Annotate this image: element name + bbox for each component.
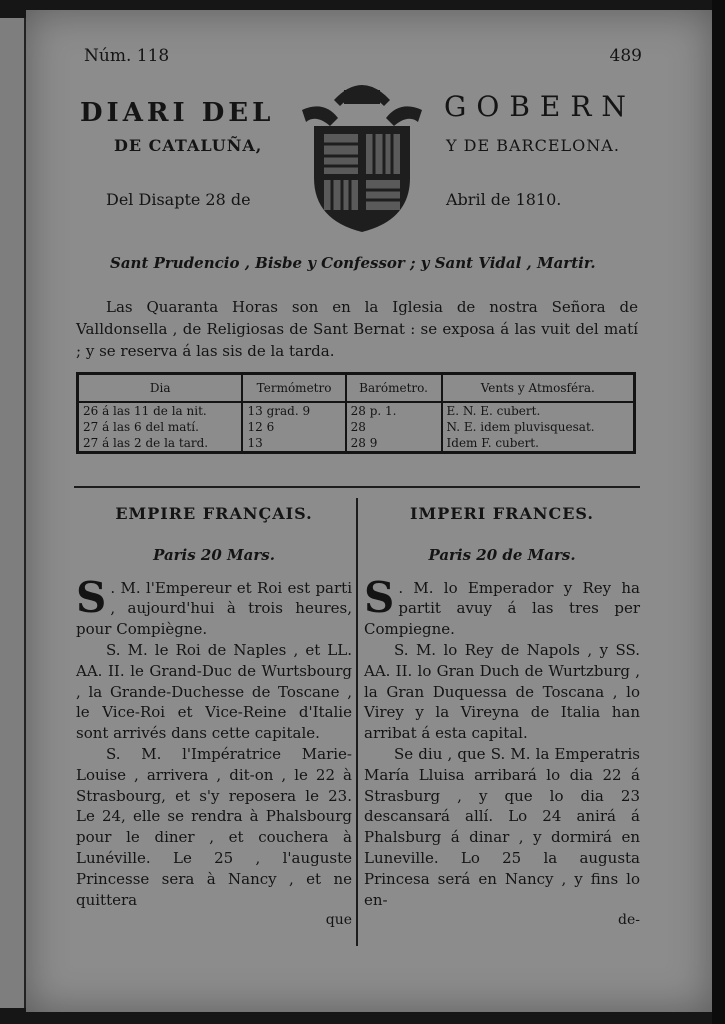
cell-day: 27 á las 2 de la tard. [83,436,209,450]
catalan-paragraph: S . M. lo Emperador y Rey ha partit avuy á las tres per Compiegne. [364,572,640,639]
drop-cap: S [76,572,107,622]
header-winds: Vents y Atmosféra. [442,374,635,403]
saints-of-the-day: Sant Prudencio , Bisbe y Confessor ; y Sant Vidal , Martir. [110,254,596,272]
catalan-heading: IMPERI FRANCES. [410,504,594,523]
french-paragraph: S. M. l'Impératrice Marie-Louise , arrivera , dit-on , le 22 à Strasbourg, et s'y reposera le 23. Le 24, elle se rendra à Phalsbourg pour le diner , et couchera à Lunéville. Le 25 , l'auguste Princesse sera à Nancy , et ne quittera [76,744,352,909]
french-dateline: Paris 20 Mars. [153,545,275,564]
catchword: de- [618,912,640,929]
french-paragraph: S. M. le Roi de Naples , et LL. AA. II. le Grand-Duc de Wurtsbourg , la Grande-Duchesse de Toscane , le Vice-Roi et Vice-Reine d'Italie sont arrivés dans cette capitale. [76,640,352,743]
issue-date-right: Abril de 1810. [446,190,562,209]
cell-day: 26 á las 11 de la nit. [83,404,207,418]
cell-day: 27 á las 6 del matí. [83,420,199,434]
facing-page-edge [0,18,26,1008]
page-number: 489 [609,46,642,66]
drop-cap: S [364,572,395,622]
cell-thermometer: 13 [242,435,345,453]
catchword: que [325,912,352,929]
issue-date-left: Del Disapte 28 de [106,190,251,209]
table-row [78,402,635,419]
french-paragraph: S . M. l'Empereur et Roi est parti , aujourd'hui à trois heures, pour Compiègne. [76,572,352,639]
issue-number: Núm. 118 [84,46,170,66]
masthead-title-left: DIARI DEL [80,98,275,128]
cell-barometer: 28 9 [346,435,442,453]
catalan-dateline: Paris 20 de Mars. [428,545,576,564]
header-thermometer: Termómetro [242,374,345,403]
cell-barometer: 28 [346,419,442,435]
masthead-subtitle-left: DE CATALUÑA, [114,136,263,155]
catalan-paragraph: Se diu , que S. M. la Emperatris María Lluisa arribará lo dia 22 á Strasburg , y que lo dia 23 descansará allí. Lo 24 anirá á Phalsburg á dinar , y dormirá en Luneville. Lo 25 la augusta Princesa será en Nancy , y fins lo en- [364,744,640,909]
coat-of-arms-icon [294,70,430,236]
cell-winds: E. N. E. cubert. [442,402,635,419]
table-row [78,435,635,453]
cell-winds: Idem F. cubert. [442,435,635,453]
french-column [76,504,352,931]
french-heading: EMPIRE FRANÇAIS. [115,504,313,523]
forty-hours-notice: Las Quaranta Horas son en la Iglesia de nostra Señora de Valldonsella , de Religiosas de Sant Bernat : se exposa á las vuit del matí ; y se reserva á las sis de la tarda. [76,298,638,360]
weather-table-header [78,374,635,403]
cell-barometer: 28 p. 1. [346,402,442,419]
cell-thermometer: 13 grad. 9 [242,402,345,419]
catalan-column [364,504,640,931]
weather-table [76,372,636,454]
masthead-title-right: GOBERN [444,90,636,123]
column-divider [356,498,358,946]
scan-border [712,0,725,1024]
cell-thermometer: 12 6 [242,419,345,435]
section-rule [74,486,640,488]
header-barometer: Barómetro. [346,374,442,403]
header-day: Dia [78,374,243,403]
cell-winds: N. E. idem pluvisquesat. [442,419,635,435]
newspaper-page [26,10,712,1012]
catalan-paragraph: S. M. lo Rey de Napols , y SS. AA. II. lo Gran Duch de Wurtzburg , la Gran Duquessa de Toscana , lo Virey y la Vireyna de Italia han arribat á esta capital. [364,640,640,743]
masthead-subtitle-right: Y DE BARCELONA. [446,136,620,155]
table-row [78,419,635,435]
